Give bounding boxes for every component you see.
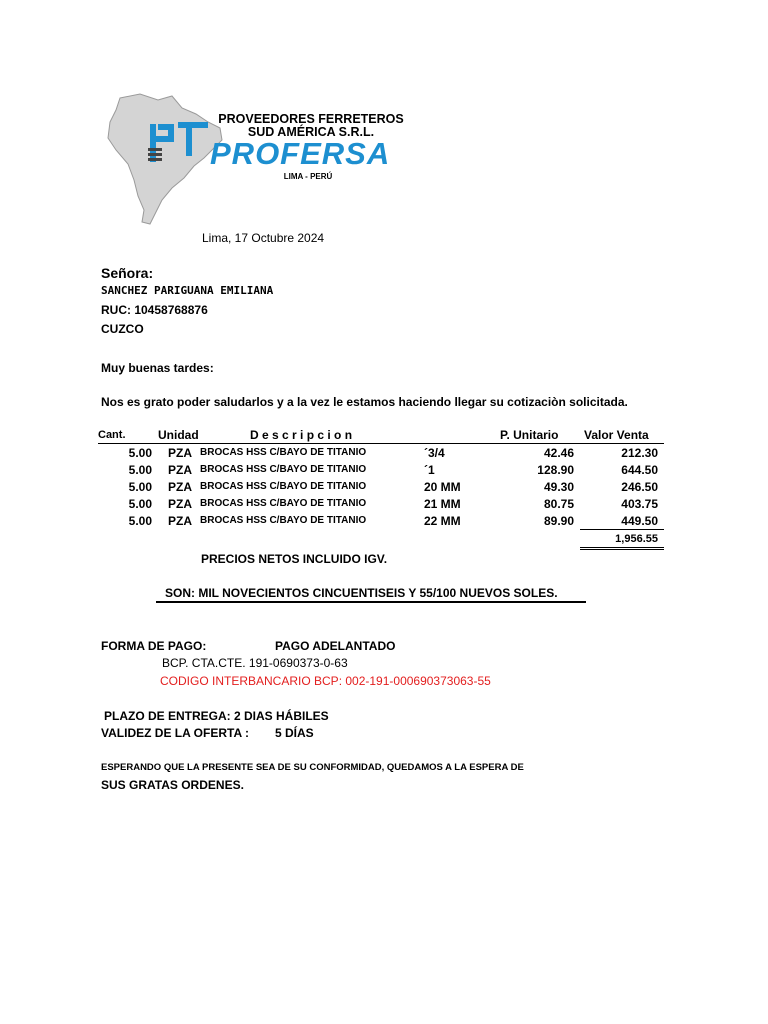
delivery-term: PLAZO DE ENTREGA: 2 DIAS HÁBILES	[104, 709, 329, 723]
row-sale-value: 212.30	[621, 445, 658, 460]
row-unit-price: 49.30	[543, 479, 574, 494]
row-description: BROCAS HSS C/BAYO DE TITANIO	[200, 498, 367, 509]
row-description: BROCAS HSS C/BAYO DE TITANIO	[200, 515, 367, 527]
recipient-ruc: RUC: 10458768876	[101, 303, 208, 317]
table-row	[98, 444, 664, 462]
row-size: ´3/4	[424, 445, 445, 460]
company-name-line2: SUD AMÉRICA S.R.L.	[247, 125, 375, 139]
payment-value: PAGO ADELANTADO	[275, 639, 396, 653]
row-size: 22 MM	[424, 513, 461, 528]
header-unit: Unidad	[158, 428, 199, 442]
quotation-table	[98, 428, 664, 550]
table-row	[98, 512, 664, 530]
row-description: BROCAS HSS C/BAYO DE TITANIO	[200, 481, 367, 492]
total-row	[98, 530, 664, 549]
recipient-name: SANCHEZ PARIGUANA EMILIANA	[101, 284, 274, 297]
header-unit-price: P. Unitario	[500, 428, 580, 444]
row-unit: PZA	[168, 479, 192, 494]
header-qty: Cant.	[98, 428, 158, 444]
row-qty: 5.00	[128, 462, 152, 477]
row-unit-price: 80.75	[543, 496, 574, 511]
company-location: LIMA - PERÚ	[283, 172, 333, 181]
header-description: D e s c r i p c i o n	[200, 428, 422, 444]
row-sale-value: 246.50	[621, 479, 658, 494]
row-qty: 5.00	[128, 479, 152, 494]
intro-text: Nos es grato poder saludarlos y a la vez le estamos haciendo llegar su cotizaciòn solicitada.	[101, 395, 628, 409]
table-row	[98, 495, 664, 512]
table-row	[98, 478, 664, 495]
row-unit: PZA	[168, 445, 192, 460]
company-name-line1: PROVEEDORES FERRETEROS	[218, 112, 404, 126]
table-row	[98, 461, 664, 478]
company-logo	[98, 92, 424, 226]
row-unit-price: 128.90	[537, 462, 574, 477]
interbank-code: CODIGO INTERBANCARIO BCP: 002-191-000690373063-55	[160, 674, 491, 688]
row-sale-value: 449.50	[621, 513, 658, 528]
row-unit: PZA	[168, 496, 192, 511]
validity-label: VALIDEZ DE LA OFERTA :	[101, 726, 249, 740]
document-date: Lima, 17 Octubre 2024	[202, 231, 325, 245]
total-value: 1,956.55	[580, 530, 664, 549]
net-prices-note: PRECIOS NETOS INCLUIDO IGV.	[201, 552, 388, 566]
recipient-city: CUZCO	[101, 322, 144, 336]
row-size: 21 MM	[424, 496, 461, 511]
row-description: BROCAS HSS C/BAYO DE TITANIO	[200, 464, 367, 475]
closing-line-1: ESPERANDO QUE LA PRESENTE SEA DE SU CONFORMIDAD, QUEDAMOS A LA ESPERA DE	[101, 762, 524, 773]
closing-line-2: SUS GRATAS ORDENES.	[101, 778, 244, 792]
row-size: ´1	[424, 462, 435, 477]
amount-underline	[156, 601, 586, 603]
bank-account: BCP. CTA.CTE. 191-0690373-0-63	[162, 656, 348, 670]
row-sale-value: 403.75	[621, 496, 658, 511]
row-sale-value: 644.50	[621, 462, 658, 477]
row-size: 20 MM	[424, 479, 461, 494]
salutation: Señora:	[101, 265, 154, 281]
row-qty: 5.00	[128, 445, 152, 460]
row-unit-price: 42.46	[543, 445, 574, 460]
brand-name: PROFERSA	[210, 136, 391, 171]
row-unit: PZA	[168, 513, 192, 528]
greeting: Muy buenas tardes:	[101, 361, 214, 375]
row-qty: 5.00	[128, 513, 152, 528]
row-unit-price: 89.90	[543, 513, 574, 528]
amount-in-words: SON: MIL NOVECIENTOS CINCUENTISEIS Y 55/100 NUEVOS SOLES.	[165, 586, 558, 600]
row-qty: 5.00	[128, 496, 152, 511]
row-description: BROCAS HSS C/BAYO DE TITANIO	[200, 447, 367, 458]
header-sale-value: Valor Venta	[580, 428, 664, 444]
table-header-row	[98, 428, 664, 444]
validity-value: 5 DÍAS	[275, 726, 314, 740]
payment-label: FORMA DE PAGO:	[101, 639, 207, 653]
header-size	[422, 428, 500, 444]
row-unit: PZA	[168, 462, 192, 477]
